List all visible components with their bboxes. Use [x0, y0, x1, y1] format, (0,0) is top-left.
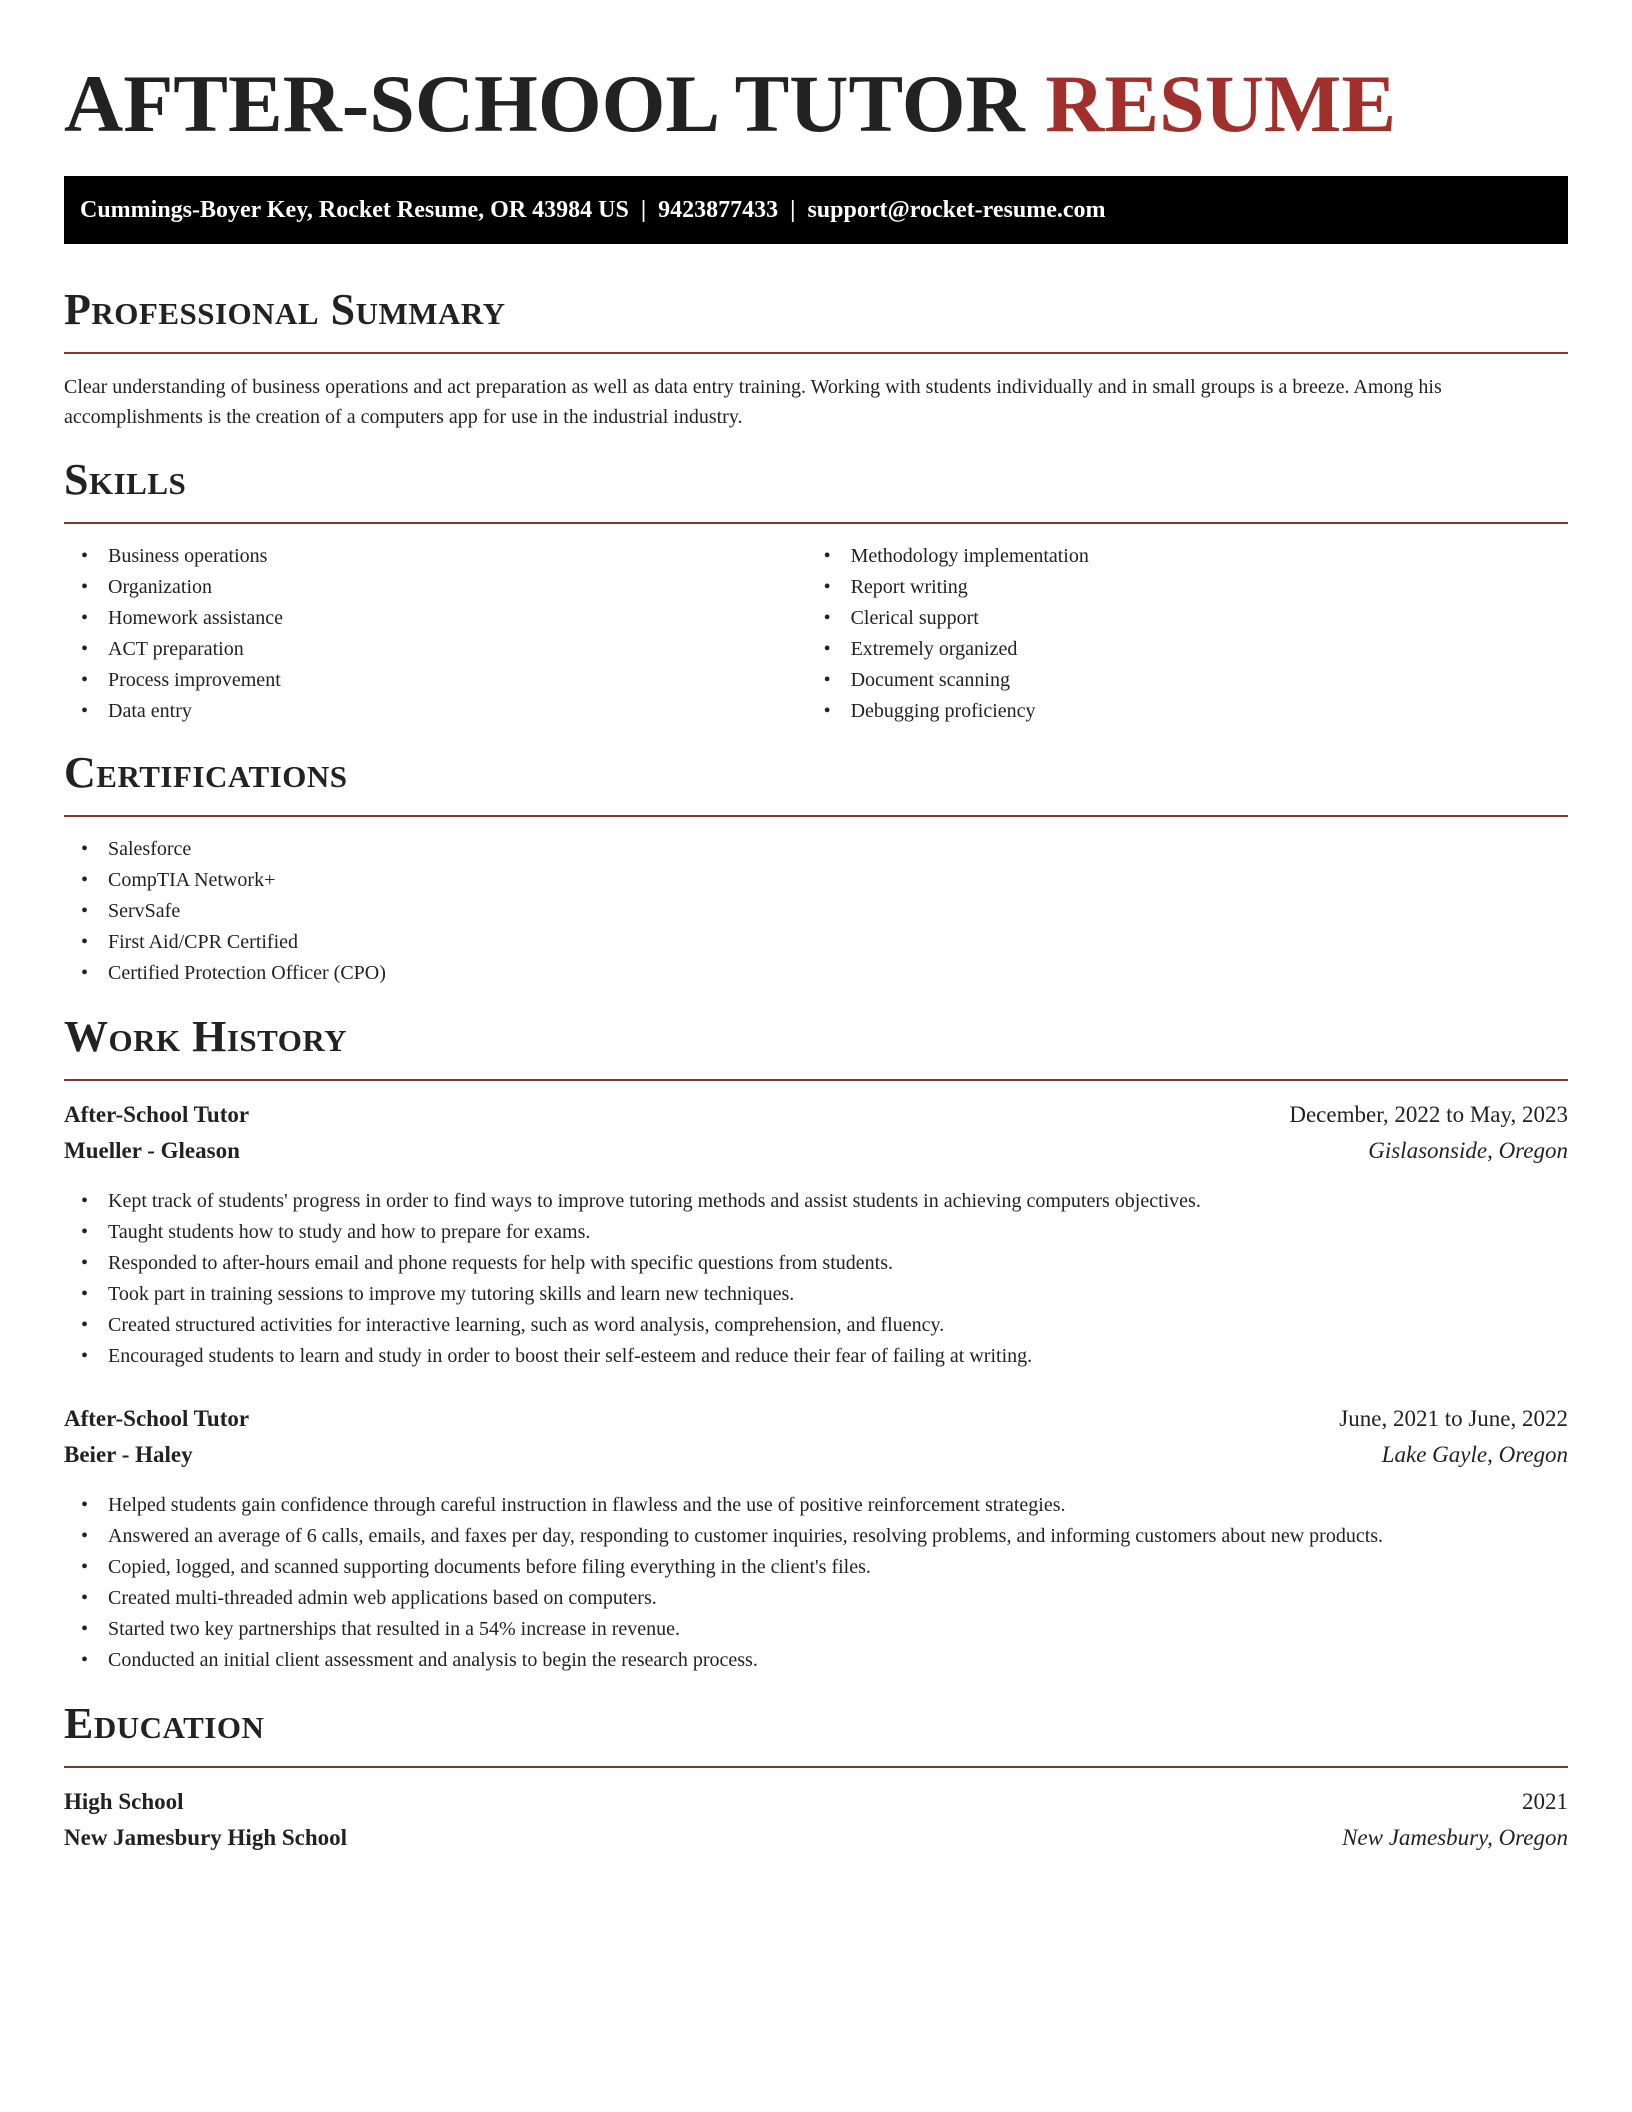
education-year: 2021 [1522, 1789, 1568, 1814]
list-item: • Homework assistance [108, 603, 807, 634]
list-item: • Process improvement [108, 665, 807, 696]
list-item: • ACT preparation [108, 634, 807, 665]
job-bullets [64, 1490, 1568, 1676]
section-divider [64, 352, 1568, 354]
contact-separator: | [640, 197, 647, 223]
list-item: • Created structured activities for interactive learning, such as word analysis, comprehension, and fluency. [108, 1310, 1568, 1341]
list-item: • Copied, logged, and scanned supporting documents before filing everything in the client's files. [108, 1552, 1568, 1583]
job-location: Gislasonside, Oregon [1368, 1138, 1568, 1163]
work-history-heading: Work History [64, 1012, 348, 1061]
list-item: • Taught students how to study and how to prepare for exams. [108, 1217, 1568, 1248]
list-item: • Responded to after-hours email and phone requests for help with specific questions from students. [108, 1248, 1568, 1279]
list-item: • Started two key partnerships that resulted in a 54% increase in revenue. [108, 1614, 1568, 1645]
work-history-section [64, 1009, 1568, 1676]
list-item: • Report writing [851, 572, 1568, 603]
list-item: • Organization [108, 572, 807, 603]
list-item: • Encouraged students to learn and study in order to boost their self-esteem and reduce their fear of failing at writing. [108, 1341, 1568, 1372]
title-main: AFTER-SCHOOL TUTOR [64, 58, 1025, 149]
section-divider [64, 1766, 1568, 1768]
resume-title [64, 0, 1568, 154]
contact-email[interactable]: support@rocket-resume.com [807, 197, 1106, 223]
education-section [64, 1696, 1568, 1856]
job-company-row [64, 1133, 1568, 1169]
job-location: Lake Gayle, Oregon [1381, 1442, 1568, 1467]
skills-heading: Skills [64, 455, 187, 504]
title-accent: RESUME [1045, 58, 1397, 149]
list-item: • Helped students gain confidence through careful instruction in flawless and the use of positive reinforcement strategies. [108, 1490, 1568, 1521]
skills-list-right [807, 541, 1568, 727]
list-item: • Certified Protection Officer (CPO) [108, 958, 1568, 989]
education-entry [64, 1784, 1568, 1856]
job-entry [64, 1097, 1568, 1372]
summary-text: Clear understanding of business operations and act preparation as well as data entry training. Working with students individually and in small groups is a breeze. Among his accomplishments is the creation of a computers app for use in the industrial industry. [64, 376, 1442, 428]
skills-list-left [64, 541, 807, 727]
list-item: • ServSafe [108, 896, 1568, 927]
certifications-list [64, 834, 1568, 989]
list-item: • First Aid/CPR Certified [108, 927, 1568, 958]
list-item: • Clerical support [851, 603, 1568, 634]
list-item: • Debugging proficiency [851, 696, 1568, 727]
list-item: • Extremely organized [851, 634, 1568, 665]
certifications-heading: Certifications [64, 748, 348, 797]
list-item: • Answered an average of 6 calls, emails, and faxes per day, responding to customer inquiries, resolving problems, and informing customers about new products. [108, 1521, 1568, 1552]
job-header-row [64, 1097, 1568, 1133]
list-item: • Document scanning [851, 665, 1568, 696]
list-item: • Kept track of students' progress in order to find ways to improve tutoring methods and assist students in achieving computers objectives. [108, 1186, 1568, 1217]
list-item: • Methodology implementation [851, 541, 1568, 572]
summary-heading: Professional Summary [64, 285, 506, 334]
education-school: New Jamesbury High School [64, 1825, 348, 1850]
contact-separator: | [790, 197, 796, 223]
job-company: Beier - Haley [64, 1442, 193, 1467]
summary-section [64, 282, 1568, 432]
list-item: • Salesforce [108, 834, 1568, 865]
education-heading: Education [64, 1699, 265, 1748]
list-item: • Took part in training sessions to improve my tutoring skills and learn new techniques. [108, 1279, 1568, 1310]
skills-section [64, 452, 1568, 727]
job-entry [64, 1401, 1568, 1676]
section-divider [64, 815, 1568, 817]
job-title: After-School Tutor [64, 1406, 250, 1431]
list-item: • Conducted an initial client assessment and analysis to begin the research process. [108, 1645, 1568, 1676]
certifications-section [64, 745, 1568, 989]
contact-bar [64, 176, 1568, 244]
contact-address: Cummings-Boyer Key, Rocket Resume, OR 43984 US [80, 197, 629, 223]
job-dates: December, 2022 to May, 2023 [1289, 1102, 1568, 1127]
section-divider [64, 1079, 1568, 1081]
education-location: New Jamesbury, Oregon [1342, 1825, 1568, 1850]
education-school-row [64, 1820, 1568, 1856]
education-degree-row [64, 1784, 1568, 1820]
list-item: • Created multi-threaded admin web applications based on computers. [108, 1583, 1568, 1614]
job-title: After-School Tutor [64, 1102, 250, 1127]
list-item: • CompTIA Network+ [108, 865, 1568, 896]
education-degree: High School [64, 1789, 184, 1814]
job-company-row [64, 1437, 1568, 1473]
skills-columns [64, 524, 1568, 727]
job-company: Mueller - Gleason [64, 1138, 240, 1163]
list-item: • Business operations [108, 541, 807, 572]
job-dates: June, 2021 to June, 2022 [1339, 1406, 1568, 1431]
job-header-row [64, 1401, 1568, 1437]
contact-phone[interactable]: 9423877433 [658, 197, 779, 223]
list-item: • Data entry [108, 696, 807, 727]
job-bullets [64, 1186, 1568, 1372]
